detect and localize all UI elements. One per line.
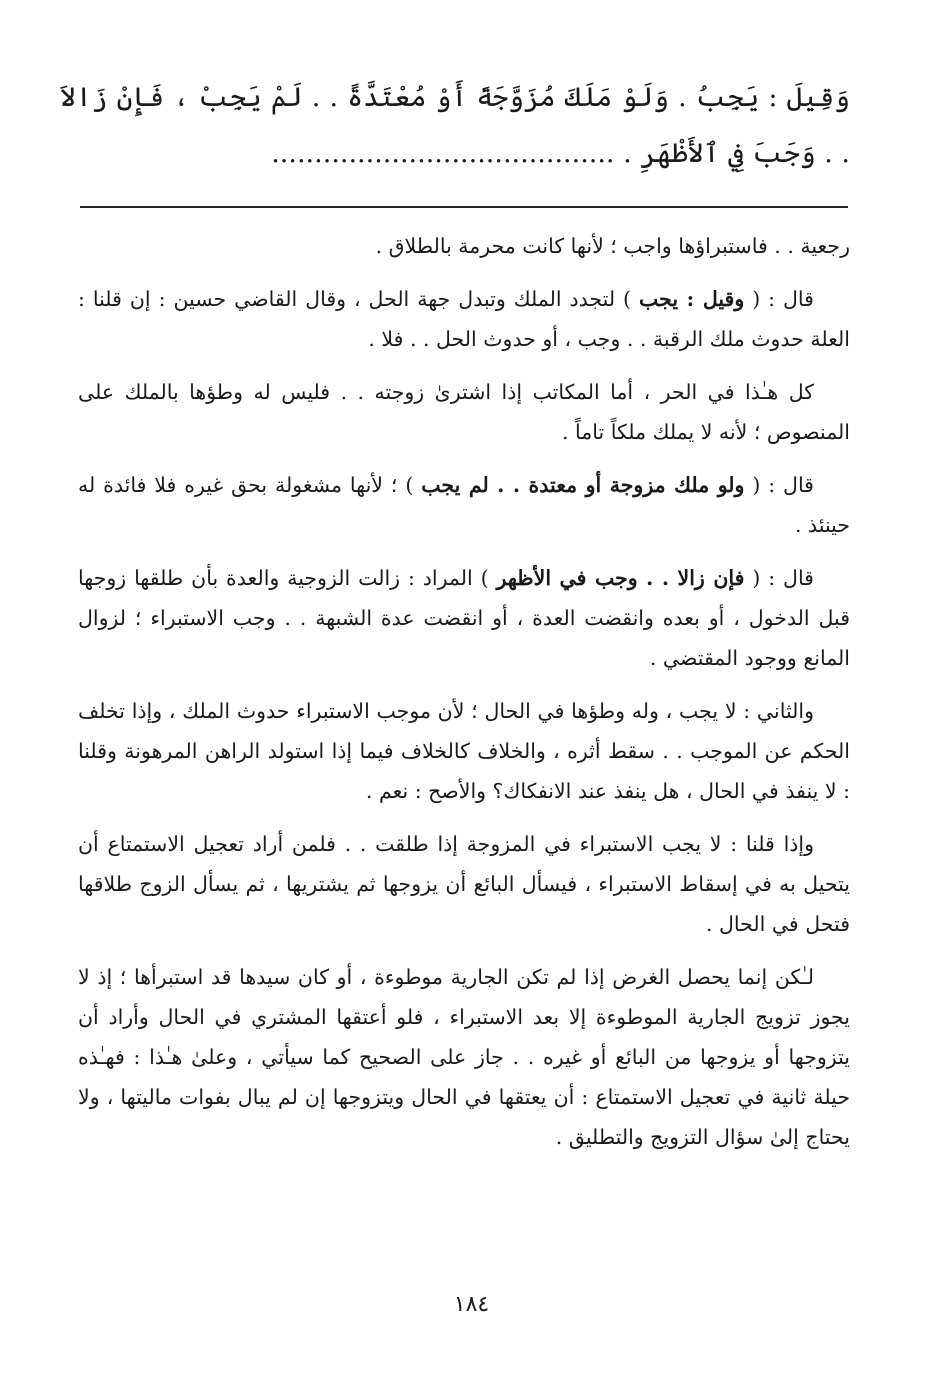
paragraph-text: قال : ( [744,473,814,497]
commentary-paragraph-6: والثاني : لا يجب ، وله وطؤها في الحال ؛ لأن موجب الاستبراء حدوث الملك ، وإذا تخلف الحكم عن الموجب . . سقط أثره ، والخلاف كالخلاف فيما إذا استولد الراهن المرهونة وقلنا : لا ينفذ في الحال ، هل ينفذ عند الانفكاك؟ والأصح : نعم . [78,699,850,803]
page-number: ١٨٤ [453,1292,490,1317]
matn-quote: ولو ملك مزوجة أو معتدة . . لم يجب [421,473,745,497]
matn-dots: ........................................ [271,138,615,169]
matn-text: وَقِيلَ : يَجِبُ . وَلَوْ مَلَكَ مُزَوَّجَةً أَوْ مُعْتَدَّةً . . لَمْ يَجِبْ ، فَإِنْ زَالاَ . . وَجَبَ فِي ٱلأَظْهَرِ . [60,82,850,169]
commentary-paragraph-8: لـٰكن إنما يحصل الغرض إذا لم تكن الجارية موطوءة ، أو كان سيدها قد استبرأها ؛ إذ لا يجوز تزويج الجارية الموطوءة إلا بعد الاستبراء ، فلو أعتقها المشتري في الحال وأراد أن يتزوجها أو يزوجها من البائع أو غيره . . جاز على الصحيح كما سيأتي ، وعلىٰ هـٰذا : فهـٰذه حيلة ثانية في تعجيل الاستمتاع : أن يعتقها في الحال ويتزوجها إن لم يبال بفوات ماليتها ، ولا يحتاج إلىٰ سؤال التزويج والتطليق . [78,965,850,1149]
commentary-paragraph-4 [78,465,850,545]
commentary-paragraph-5 [78,558,850,678]
commentary-paragraph-1: رجعية . . فاستبراؤها واجب ؛ لأنها كانت محرمة بالطلاق . [375,234,850,258]
paragraph-text: ) المراد : زالت الزوجية والعدة بأن طلقها زوجها قبل الدخول ، أو بعده وانقضت العدة ، أو انقضت عدة الشبهة . . وجب الاستبراء ؛ لزوال المانع ووجود المقتضي . [78,566,850,670]
commentary-block [78,226,850,1170]
separator-rule [80,206,848,208]
commentary-paragraph-7: وإذا قلنا : لا يجب الاستبراء في المزوجة إذا طلقت . . فلمن أراد تعجيل الاستمتاع أن يتحيل به في إسقاط الاستبراء ، فيسأل البائع أن يزوجها ثم يشتريها ، ثم يسأل الزوج طلاقها فتحل في الحال . [78,832,850,936]
commentary-paragraph-2 [78,279,850,359]
paragraph-text: ) ؛ لأنها مشغولة بحق غيره فلا فائدة له حينئذ . [78,473,850,537]
matn-quote: فإن زالا . . وجب في الأظهر [496,566,745,590]
matn-quote: وقيل : يجب [639,287,745,311]
paragraph-text: قال : ( [744,566,814,590]
commentary-paragraph-3: كل هـٰذا في الحر ، أما المكاتب إذا اشترىٰ زوجته . . فليس له وطؤها بالملك على المنصوص ؛ لأنه لا يملك ملكاً تاماً . [78,380,850,444]
paragraph-text: ) لتجدد الملك وتبدل جهة الحل ، وقال القاضي حسين : إن قلنا : العلة حدوث ملك الرقبة . . وجب ، أو حدوث الحل . . فلا . [78,287,850,351]
paragraph-text: قال : ( [744,287,814,311]
matn-text-block [60,70,850,182]
